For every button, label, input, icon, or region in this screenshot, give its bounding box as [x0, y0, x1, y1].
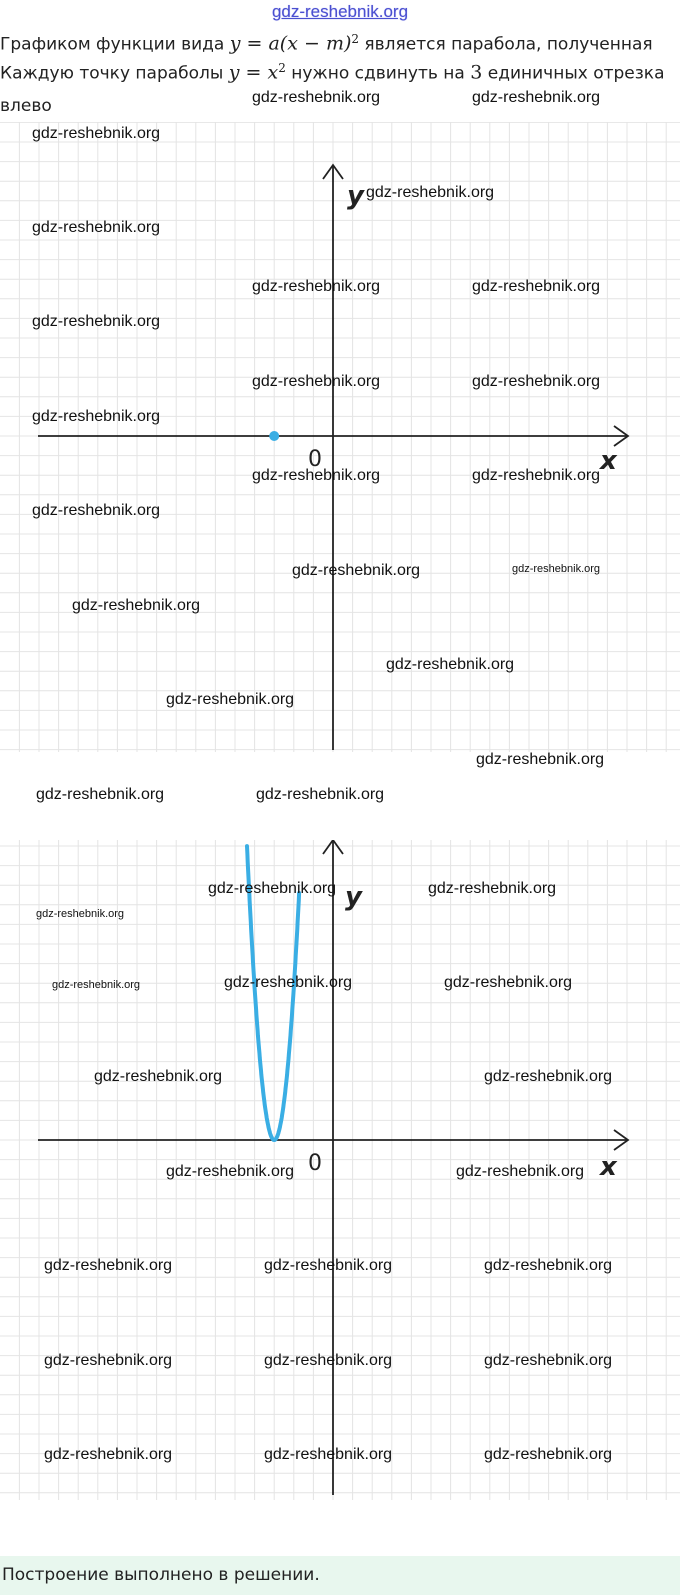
- graph-point: [0, 122, 680, 762]
- watermark: gdz-reshebnik.org: [292, 562, 421, 579]
- watermark: gdz-reshebnik.org: [484, 1446, 613, 1463]
- formula-base: y = x: [228, 61, 279, 84]
- watermark: gdz-reshebnik.org: [472, 467, 601, 484]
- watermark: gdz-reshebnik.org: [52, 979, 141, 991]
- y-axis-label: y: [345, 882, 362, 912]
- watermark: gdz-reshebnik.org: [32, 502, 161, 519]
- watermark: gdz-reshebnik.org: [484, 1068, 613, 1085]
- grid: [0, 122, 680, 752]
- x-axis-label: x: [600, 1152, 617, 1182]
- watermark: gdz-reshebnik.org: [264, 1257, 393, 1274]
- watermark: gdz-reshebnik.org: [252, 89, 381, 106]
- watermark: gdz-reshebnik.org: [264, 1352, 393, 1369]
- line2-before: Каждую точку параболы: [0, 63, 229, 84]
- watermark: gdz-reshebnik.org: [256, 786, 385, 803]
- watermark: gdz-reshebnik.org: [252, 278, 381, 295]
- watermark: gdz-reshebnik.org: [32, 219, 161, 236]
- watermark: gdz-reshebnik.org: [166, 691, 295, 708]
- footer-text: Построение выполнено в решении.: [2, 1565, 320, 1585]
- watermark: gdz-reshebnik.org: [264, 1446, 393, 1463]
- watermark: gdz-reshebnik.org: [36, 908, 125, 920]
- watermark: gdz-reshebnik.org: [32, 408, 161, 425]
- watermark: gdz-reshebnik.org: [386, 656, 515, 673]
- watermark: gdz-reshebnik.org: [72, 597, 201, 614]
- line1-before: Графиком функции вида: [0, 34, 230, 55]
- origin-label: 0: [308, 447, 322, 472]
- formula-base-exponent: 2: [278, 61, 286, 75]
- site-link[interactable]: gdz-reshebnik.org: [271, 2, 409, 21]
- watermark: gdz-reshebnik.org: [44, 1257, 173, 1274]
- watermark: gdz-reshebnik.org: [484, 1352, 613, 1369]
- shift-number: 3: [470, 61, 483, 84]
- x-axis-label: x: [600, 446, 617, 476]
- watermark: gdz-reshebnik.org: [472, 278, 601, 295]
- watermark: gdz-reshebnik.org: [32, 313, 161, 330]
- watermark: gdz-reshebnik.org: [208, 880, 337, 897]
- formula-general: y = a(x − m): [229, 32, 352, 55]
- answer-footer: [0, 1556, 680, 1595]
- watermark: gdz-reshebnik.org: [252, 373, 381, 390]
- text-line-1: [0, 32, 653, 55]
- origin-label: 0: [308, 1151, 322, 1176]
- watermark: gdz-reshebnik.org: [44, 1446, 173, 1463]
- watermark: gdz-reshebnik.org: [428, 880, 557, 897]
- watermark: gdz-reshebnik.org: [366, 184, 495, 201]
- text-line-2: [0, 61, 665, 84]
- formula-general-exponent: 2: [351, 32, 360, 46]
- watermark: gdz-reshebnik.org: [166, 1163, 295, 1180]
- watermark: gdz-reshebnik.org: [224, 974, 353, 991]
- watermark: gdz-reshebnik.org: [252, 467, 381, 484]
- watermark: gdz-reshebnik.org: [44, 1352, 173, 1369]
- line2-middle: нужно сдвинуть на: [285, 63, 471, 84]
- watermark: gdz-reshebnik.org: [444, 974, 573, 991]
- text-line-3: влево: [0, 96, 52, 116]
- watermark: gdz-reshebnik.org: [456, 1163, 585, 1180]
- y-axis-label: y: [347, 181, 364, 211]
- watermark: gdz-reshebnik.org: [476, 751, 605, 768]
- line2-after: единичных отрезка: [482, 63, 665, 84]
- line1-after: является парабола, полученная: [359, 34, 653, 55]
- watermark: gdz-reshebnik.org: [484, 1257, 613, 1274]
- watermark: gdz-reshebnik.org: [36, 786, 165, 803]
- watermark: gdz-reshebnik.org: [94, 1068, 223, 1085]
- watermark: gdz-reshebnik.org: [512, 563, 601, 575]
- vertex-point: [269, 431, 279, 441]
- watermark: gdz-reshebnik.org: [472, 89, 601, 106]
- watermark: gdz-reshebnik.org: [32, 125, 161, 142]
- watermark: gdz-reshebnik.org: [472, 373, 601, 390]
